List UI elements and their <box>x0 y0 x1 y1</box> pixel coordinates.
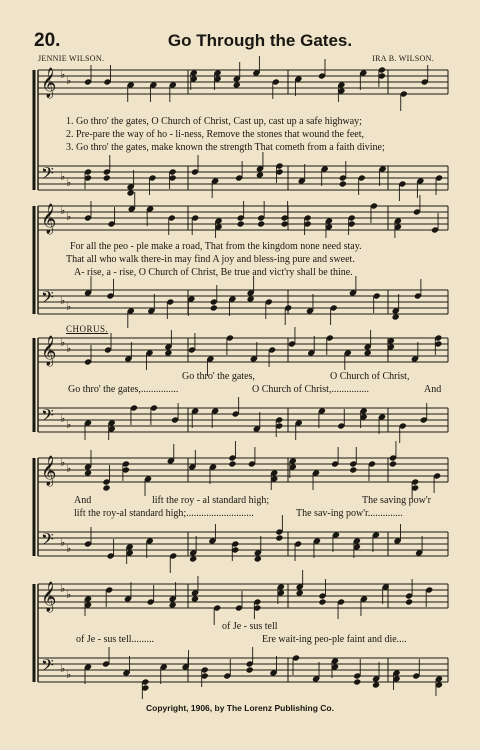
flat-icon: ♭ <box>66 542 72 555</box>
bass-clef-icon: 𝄢 <box>41 287 54 311</box>
chorus-l3-bottom-b: Ere wait-ing peo-ple faint and die.... <box>262 634 407 645</box>
flat-icon: ♭ <box>60 582 66 595</box>
note-head <box>392 313 400 320</box>
chorus-l1-bottom-c: And <box>424 384 442 395</box>
chorus-l1-bottom-b: O Church of Christ,............... <box>252 384 369 395</box>
note-head <box>372 681 380 688</box>
flat-icon: ♭ <box>66 74 72 87</box>
flat-icon: ♭ <box>60 170 66 183</box>
staff <box>38 338 448 362</box>
flat-icon: ♭ <box>60 336 66 349</box>
verse-3-line-1: 3. Go thro' the gates, make known the strength That cometh from a faith divine; <box>66 142 385 153</box>
note-head <box>275 534 283 541</box>
flat-icon: ♭ <box>66 300 72 313</box>
chorus-l2-bottom-a: lift the roy-al standard high;........................... <box>74 508 254 519</box>
chorus-l1-bottom-a: Go thro' the gates,............... <box>68 384 179 395</box>
note-head <box>102 484 110 491</box>
flat-icon: ♭ <box>60 662 66 675</box>
note-head <box>233 81 241 88</box>
verse-2-line-1: 2. Pre-pare the way of ho - li-ness, Remove the stones that wound the feet, <box>66 129 364 140</box>
staff <box>38 70 448 94</box>
chorus-l1-top-a: Go thro' the gates, <box>182 371 255 382</box>
flat-icon: ♭ <box>66 462 72 475</box>
note-head <box>353 678 361 685</box>
staff <box>38 658 448 682</box>
hymn-title: Go Through the Gates. <box>167 31 353 50</box>
staff <box>38 532 448 556</box>
staff <box>38 290 448 314</box>
staff <box>38 408 448 432</box>
flat-icon: ♭ <box>66 210 72 223</box>
copyright-footer: Copyright, 1906, by The Lorenz Publishing Co. <box>146 703 334 713</box>
chorus-l1-top-b: O Church of Christ, <box>330 371 410 382</box>
note-head <box>318 598 326 605</box>
treble-clef-icon: 𝄞 <box>41 456 57 486</box>
treble-clef-icon: 𝄞 <box>41 582 57 612</box>
flat-icon: ♭ <box>66 176 72 189</box>
note-head <box>189 555 197 562</box>
bass-clef-icon: 𝄢 <box>41 529 54 553</box>
flat-icon: ♭ <box>66 418 72 431</box>
chorus-l2-top-b: lift the roy - al standard high; <box>152 495 270 506</box>
note-head <box>210 304 218 311</box>
note-head <box>228 460 236 467</box>
note-head <box>254 555 262 562</box>
note-head <box>246 666 254 673</box>
bass-clef-icon: 𝄢 <box>41 655 54 679</box>
composer-credit: IRA B. WILSON. <box>372 54 434 63</box>
flat-icon: ♭ <box>60 294 66 307</box>
note-head <box>405 598 413 605</box>
note-head <box>103 174 111 181</box>
flat-icon: ♭ <box>66 588 72 601</box>
verse-2-line-2: That all who walk there-in may find A joy and bless-ing pure and sweet. <box>66 254 355 265</box>
chorus-l3-bottom-a: of Je - sus tell......... <box>76 634 155 645</box>
note-head <box>364 349 372 356</box>
note-head <box>389 460 397 467</box>
bass-clef-icon: 𝄢 <box>41 405 54 429</box>
note-head <box>169 601 177 608</box>
note-head <box>339 180 347 187</box>
note-head <box>84 469 92 476</box>
note-head <box>247 295 255 302</box>
note-head <box>164 349 172 356</box>
flat-icon: ♭ <box>60 456 66 469</box>
chorus-l2-top-a: And <box>74 495 92 506</box>
note-head <box>281 220 289 227</box>
note-head <box>191 595 199 602</box>
staff <box>38 458 448 482</box>
flat-icon: ♭ <box>60 412 66 425</box>
lyricist-credit: JENNIE WILSON. <box>38 54 105 63</box>
note-head <box>237 220 245 227</box>
verse-3-line-2: A- rise, a - rise, O Church of Christ, Be true and vict'ry shall be thine. <box>74 267 353 278</box>
flat-icon: ♭ <box>60 204 66 217</box>
flat-icon: ♭ <box>60 68 66 81</box>
flat-icon: ♭ <box>60 536 66 549</box>
note-head <box>256 171 264 178</box>
flat-icon: ♭ <box>66 668 72 681</box>
chorus-l2-bottom-b: The sav-ing pow'r.............. <box>296 508 403 519</box>
chorus-label: CHORUS. <box>66 324 109 334</box>
chorus-l3-top-a: of Je - sus tell <box>222 621 278 632</box>
note-head <box>127 189 135 196</box>
flat-icon: ♭ <box>66 342 72 355</box>
bass-clef-icon: 𝄢 <box>41 163 54 187</box>
note-head <box>296 589 304 596</box>
treble-clef-icon: 𝄞 <box>41 336 57 366</box>
verse-1-line-1: 1. Go thro' the gates, O Church of Christ, Cast up, cast up a safe highway; <box>66 116 362 127</box>
chorus-l2-top-c: The saving pow'r <box>362 495 432 506</box>
hymn-number: 20. <box>34 30 61 51</box>
treble-clef-icon: 𝄞 <box>41 68 57 98</box>
staff <box>38 166 448 190</box>
treble-clef-icon: 𝄞 <box>41 204 57 234</box>
note-head <box>257 220 265 227</box>
note-head <box>349 466 357 473</box>
verse-1-line-2: For all the peo - ple make a road, That from the kingdom none need stay. <box>70 241 362 252</box>
